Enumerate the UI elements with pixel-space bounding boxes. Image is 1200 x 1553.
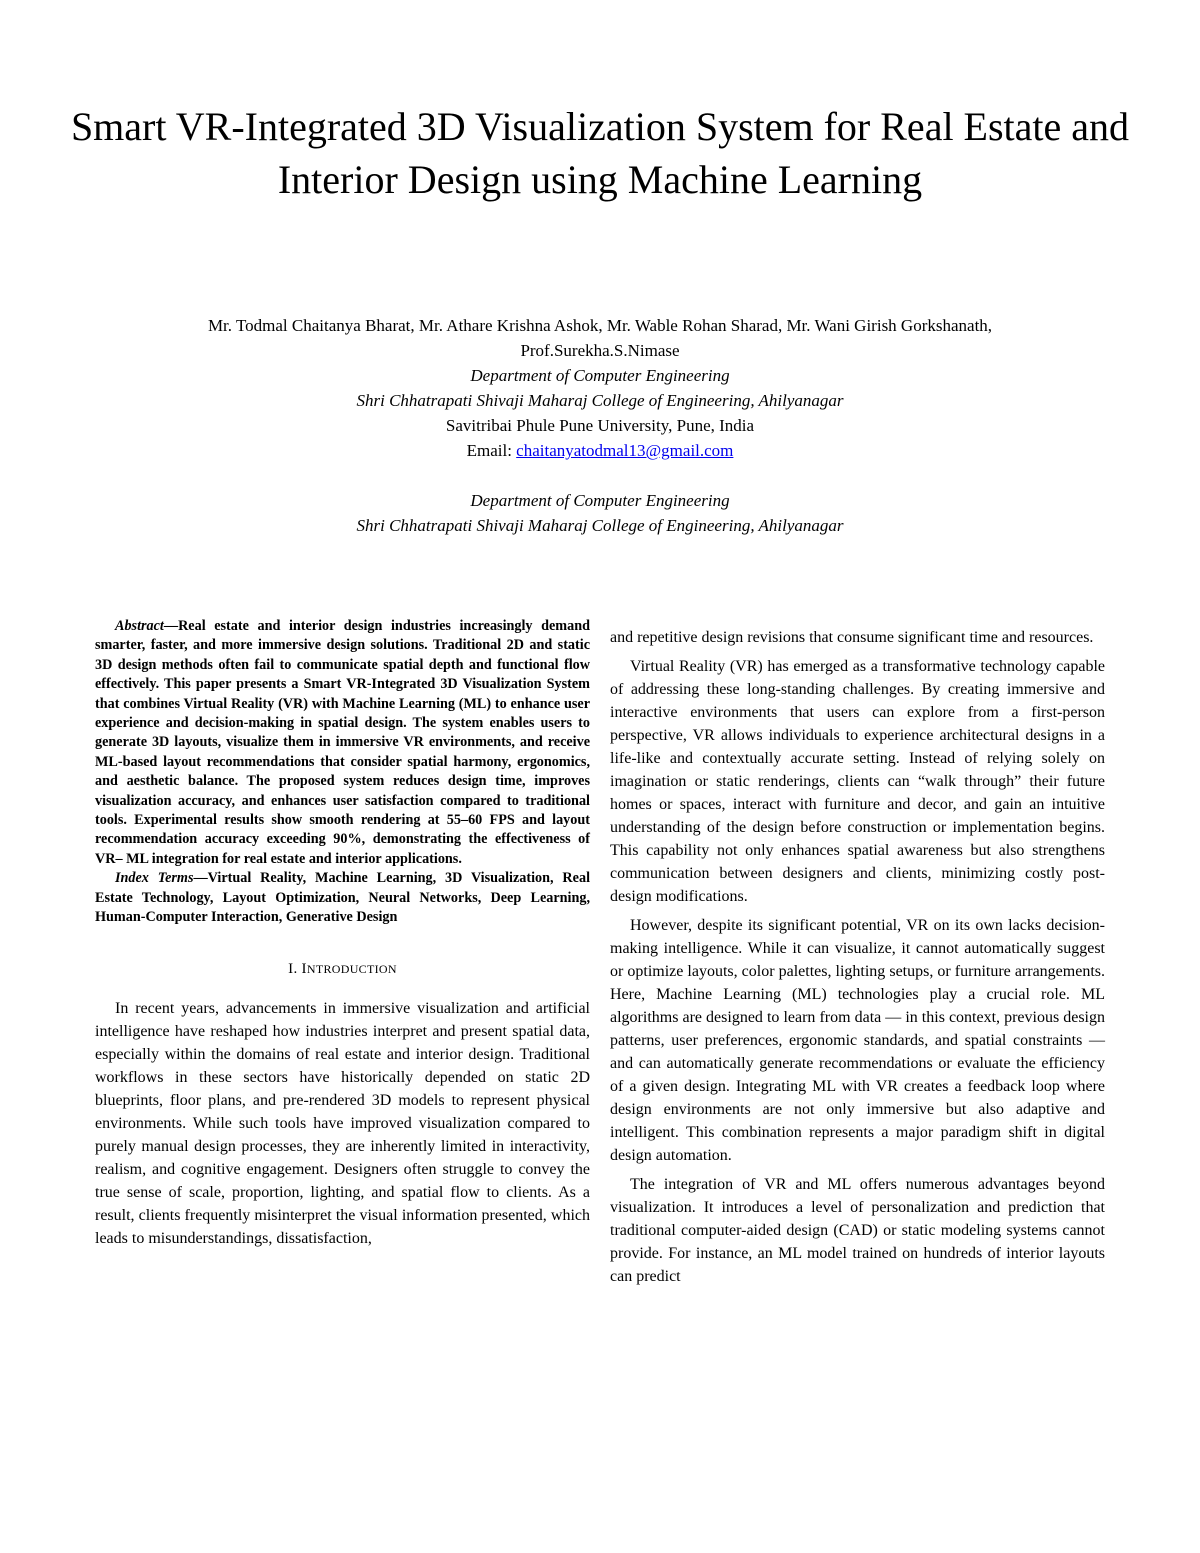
email-link[interactable]: chaitanyatodmal13@gmail.com [516,441,734,460]
body-paragraph: and repetitive design revisions that consume significant time and resources. [610,629,1094,646]
email-label: Email: [466,441,517,460]
affiliation-1-university: Savitribai Phule Pune University, Pune, India [445,416,755,435]
affiliation-spacer [60,463,1140,488]
left-column [95,617,590,1256]
right-column [610,626,1105,1294]
authors-line-2: Prof.Surekha.S.Nimase [520,341,680,360]
body-paragraph: The integration of VR and ML offers numerous advantages beyond visualization. It introduces a level of personalization and prediction that traditional computer-aided design (CAD) or static modeling systems cannot provide. For instance, an ML model trained on hundreds of interior layouts can predict [610,1176,1105,1285]
index-terms-label: Index Terms [115,870,194,887]
email-line [60,438,1140,463]
author-block [60,313,1140,538]
affiliation-2-department: Department of Computer Engineering [470,491,730,510]
authors-line-1: Mr. Todmal Chaitanya Bharat, Mr. Athare Krishna Ashok, Mr. Wable Rohan Sharad, Mr. Wani Girish Gorkshanath, [207,316,993,335]
affiliation-1-department: Department of Computer Engineering [470,366,730,385]
abstract [95,617,590,869]
abstract-text: —Real estate and interior design industries increasingly demand smarter, faster, and more immersive design solutions. Traditional 2D and static 3D design methods often fail to communicate spatial depth and functional flow effectively. This paper presents a Smart VR-Integrated 3D Visualization System that combines Virtual Reality (VR) with Machine Learning (ML) to enhance user experience and decision-making in spatial design. The system enables users to generate 3D layouts, visualize them in immersive VR environments, and receive ML-based layout recommendations that consider spatial harmony, ergonomics, and aesthetic balance. The proposed system reduces design time, improves visualization accuracy, and enhances user satisfaction compared to traditional tools. Experimental results show smooth rendering at 55–60 FPS and layout recommendation accuracy exceeding 90%, demonstrating the effectiveness of VR– ML integration for real estate and interior applications. [95,618,590,867]
affiliation-1-college: Shri Chhatrapati Shivaji Maharaj College of Engineering, Ahilyanagar [356,391,844,410]
body-paragraph: However, despite its significant potential, VR on its own lacks decision-making intelligence. While it can visualize, it cannot automatically suggest or optimize layouts, color palettes, lighting setups, or furniture arrangements. Here, Machine Learning (ML) technologies play a crucial role. ML algorithms are designed to learn from data — in this context, previous design patterns, user preferences, ergonomic standards, and spatial constraints — and can automatically generate recommendations or evaluate the efficiency of a given design. Integrating ML with VR creates a feedback loop where design environments are not only immersive but also adaptive and intelligent. This combination represents a major paradigm shift in digital design automation. [610,917,1105,1164]
section-heading-introduction [95,958,590,981]
section-name: NTRODUCTION [306,961,397,976]
section-number: I. I [288,960,307,977]
paper-title: Smart VR-Integrated 3D Visualization System for Real Estate and Interior Design using Machine Learning [70,104,1130,202]
abstract-label: Abstract [115,618,164,634]
body-paragraph: Virtual Reality (VR) has emerged as a transformative technology capable of addressing these long-standing challenges. By creating immersive and interactive environments that users can explore from a first-person perspective, VR allows individuals to experience architectural designs in a life-like and contextually accurate setting. Instead of relying solely on imagination or static renderings, clients can “walk through” their future homes or spaces, interact with furniture and decor, and gain an intuitive understanding of the design before construction or implementation begins. This capability not only enhances spatial awareness but also strengthens communication between designers and clients, minimizing costly post-design modifications. [610,658,1105,905]
index-terms [95,869,590,927]
index-terms-text: —Virtual Reality, Machine Learning, 3D Visualization, Real Estate Technology, Layout Optimization, Neural Networks, Deep Learning, Human-Computer Interaction, Generative Design [95,870,591,926]
body-paragraph: In recent years, advancements in immersive visualization and artificial intelligence have reshaped how industries interpret and present spatial data, especially within the domains of real estate and interior design. Traditional workflows in these sectors have historically depended on static 2D blueprints, floor plans, and pre-rendered 3D models to represent physical environments. While such tools have improved visualization compared to purely manual design processes, they are inherently limited in interactivity, realism, and cognitive engagement. Designers often struggle to convey the true sense of scale, proportion, lighting, and spatial flow to clients. As a result, clients frequently misinterpret the visual information presented, which leads to misunderstandings, dissatisfaction, [95,999,590,1247]
affiliation-2-college: Shri Chhatrapati Shivaji Maharaj College of Engineering, Ahilyanagar [356,516,844,535]
